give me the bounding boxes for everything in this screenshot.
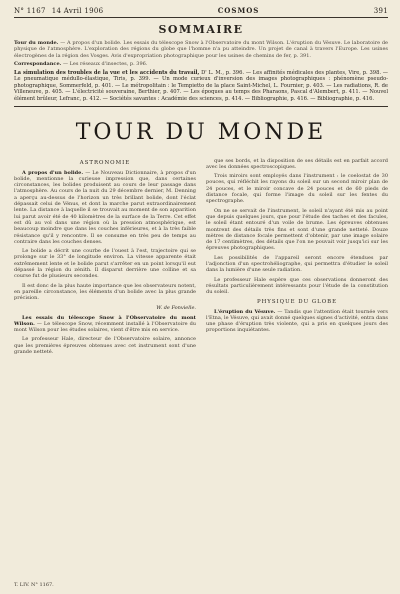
sommaire-entry [14,70,388,103]
paragraph: que ses bords, et la disposition de ses détails est en parfait accord avec les données spectroscopiques. [206,157,388,170]
right-column [206,158,388,359]
paragraph: Le professeur Hale, directeur de l'Observatoire solaire, annonce que les premières épreuves obtenues avec cet instrument sont d'une grande netteté. [14,336,196,356]
paragraph-lead: A propos d'un bolide. [22,169,84,176]
paragraph: Il est donc de la plus haute importance que les observateurs notent, en pareille circonstance, les éléments d'un bolide avec la plus grande précision. [14,282,196,302]
paragraph-text: — Le télescope Snow, récemment installé à l'Observatoire du mont Wilson pour les études solaires, vient d'être mis en service. [14,320,196,334]
sommaire-title: SOMMAIRE [158,23,244,36]
sommaire-entry-lead: Correspondance. [14,61,62,68]
page-number: 391 [373,7,388,15]
divider [14,106,388,107]
issue-info [14,7,103,15]
paragraph [14,315,196,334]
page-header [14,6,388,18]
sommaire-block [14,40,388,103]
article-columns [14,158,388,359]
sommaire-entry [14,40,388,59]
paragraph: Trois miroirs sont employés dans l'instrument : le coelostat de 30 pouces, qui réfléchit les rayons du soleil sur un second miroir plan de 24 pouces, et le miroir concave de 24 pouces et de 60 pieds de distance focale, qui forme l'image du soleil sur les fentes du spectrographe. [206,173,388,205]
left-column [14,158,196,359]
paragraph [206,309,388,334]
section-title: TOUR DU MONDE [75,119,327,145]
section-heading: ASTRONOMIE [79,159,131,166]
author-signature: W. de Fonvielle. [156,304,196,311]
paragraph: On ne se servait de l'instrument, le soleil n'ayant été mis au point que depuis quelques jours, que pour l'étude des taches et des facules, le soleil étant entouré d'un voile de brume. Les épreuves obtenues montrent des détails très fins et sont d'une grande netteté. Douze mètres de distance focale permettent d'obtenir, par une image solaire de 17 centimètres, des détails que l'on ne pouvait voir jusqu'ici sur les épreuves photographiques. [206,207,388,252]
magazine-name: COSMOS [217,6,260,15]
sommaire-entry [14,61,388,67]
sommaire-entry-text: — A propos d'un bolide. Les essais du télescope Snow à l'Observatoire du mont Wilson. L'éruption du Vésuve. Le laboratoire de physique de l'atmosphère. L'exploration des régions du globe que l'homme n'a pu atteindre. Un projet de canal à travers l'Europe. Les usines électrogènes de la région des Vosges. Avis d'expropriation photographique pour les usines de chemins de fer, p. 391. [14,40,389,59]
paragraph-text: — Tandis que l'attention était tournée vers l'Etna, le Vésuve, qui avait donné quelques signes d'activité, entra dans une phase d'éruption très violente, qui a pris en quelques jours des proportions inquiétantes. [206,308,388,334]
paragraph-lead: Les essais du télescope Snow à l'Observatoire du mont Wilson. [14,314,196,327]
sommaire-entry-text: — Les réseaux d'insectes, p. 396. [62,61,148,68]
paragraph: Les possibilités de l'appareil seront encore étendues par l'adjonction d'un spectrohéliographe, qui permettra d'étudier le soleil dans la lumière d'une seule radiation. [206,254,388,274]
sommaire-entry-text: D' L. M., p. 396. — Les affinités médicales des plantes, Vire, p. 398. — Le pneumatique médullo-élastique, Tiris, p. 399. — Un mode curieux d'inversion des images photographiques : phénomène pseudo-photographique, Sommerfeld, p. 401. — Le métropolitain : le Tempietto de la place Saint-Michel, L. Fournier, p. 403. — Les radiations, R. de Villeneuve, p. 405. — L'électricité souveraine, Berthier, p. 407. — Les époques au temps des Pharaons, Pascal d'Alembert, p. 411. — Nouvel élément brûleur, Lefranc, p. 412. — Sociétés savantes : Académie des sciences, p. 414. — Bibliographie, p. 416. — Bibliographie, p. 416. [14,69,388,102]
volume-footer: T. LIV. N° 1167. [14,582,54,588]
paragraph-text: — Le Nouveau Dictionnaire, à propos d'un bolide, mentionne la curieuse impression que, dans certaines circonstances, les bolides produisent au cours de leur passage dans l'atmosphère. Au cours de la nuit du 29 décembre dernier, M. Denning a aperçu au-dessus de l'horizon un très brillant bolide, dont l'éclat dépassait celui de Vénus, et dont la marche parut extraordinairement lente. La distance à laquelle il se trouvait au moment de son apparition lui parut avoir été de 40 kilomètres de la surface de la Terre. Cet effet est dû au vol dans une région où la pression atmosphérique, est beaucoup moindre que dans les couches inférieures, et à la très faible résistance qu'il y rencontre. Il se consume en très peu de temps au contraire dans les couches denses. [14,169,196,245]
issue-number: N° 1167 [14,7,46,15]
paragraph [14,170,196,246]
paragraph-lead: L'éruption du Vésuve. [214,308,276,315]
issue-date: 14 Avril 1906 [51,7,104,15]
paragraph: Le professeur Hale espère que ces observations donneront des résultats particulièrement intéressants pour l'étude de la constitution du soleil. [206,276,388,296]
sommaire-entry-lead: La simulation des troubles de la vue et les accidents du travail, [14,69,200,76]
sommaire-entry-lead: Tour du monde. [14,40,59,46]
paragraph: Le bolide a décrit une courbe de l'ouest à l'est, trajectoire qui se prolonge sur le 33° de longitude environ. La vitesse apparente était extrêmement lente et le bolide parut s'arrêter en un point lorsqu'il eut dépassé la région du zénith. Il disparut derrière une colline et sa course fut de plusieurs secondes. [14,248,196,280]
section-heading: PHYSIQUE DU GLOBE [256,298,338,305]
